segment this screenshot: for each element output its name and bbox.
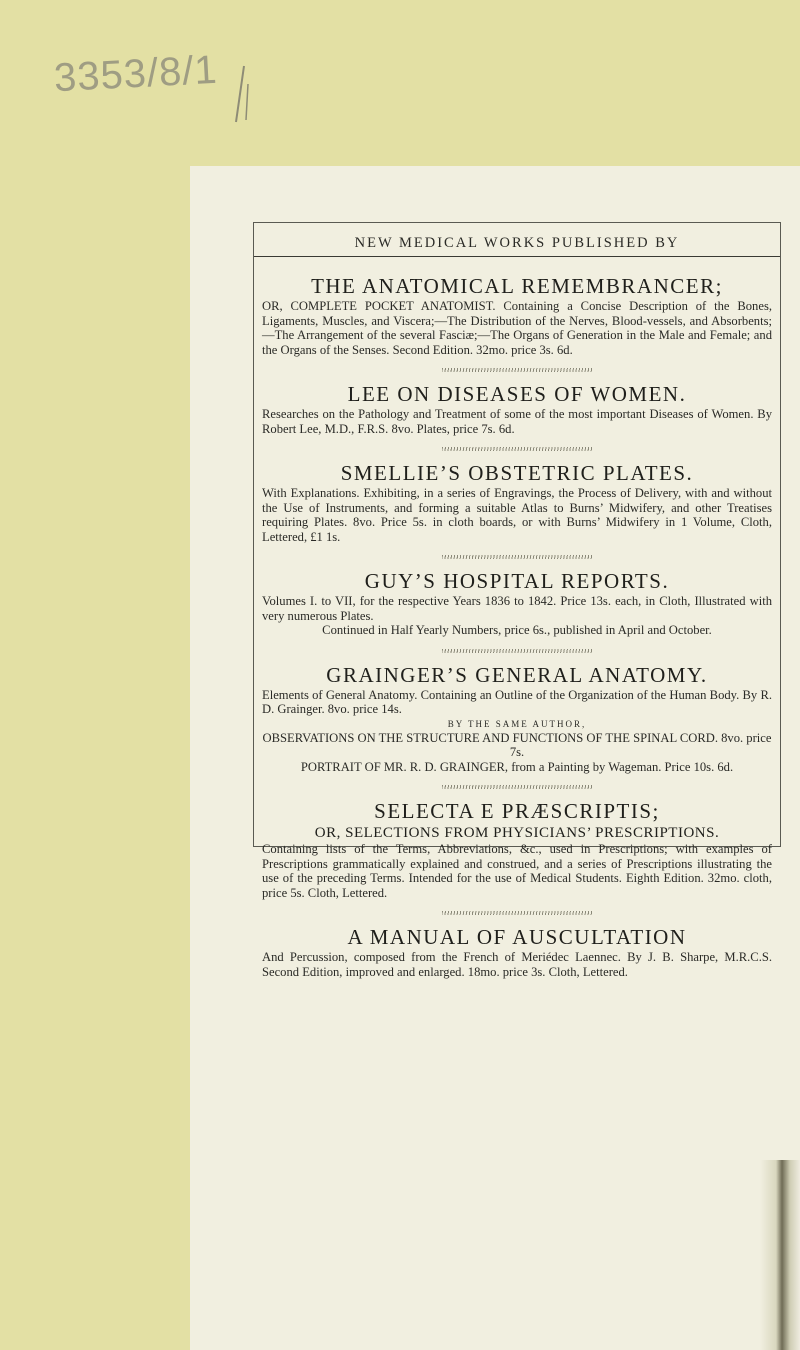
ornamental-divider [442, 911, 592, 915]
ornamental-divider [442, 555, 592, 559]
handwritten-catalog-number: 3353/8/1 [52, 47, 219, 101]
section-lee-diseases [262, 381, 772, 436]
section-body: Volumes I. to VII, for the respective Years 1836 to 1842. Price 13s. each, in Cloth, Illustrated with very numerous Plates. [262, 594, 772, 623]
section-smellie-plates [262, 460, 772, 544]
section-body: OR, COMPLETE POCKET ANATOMIST. Containing a Concise Description of the Bones, Ligaments, Muscles, and Viscera;—The Distribution of the Nerves, Blood-vessels, and Absorbents;—The Arrangement of the several Fasciæ;—The Organs of Generation in the Male and Female; and the Organs of the Senses. Second Edition. 32mo. price 3s. 6d. [262, 299, 772, 357]
section-body: Researches on the Pathology and Treatment of some of the most important Diseases of Women. By Robert Lee, M.D., F.R.S. 8vo. Plates, price 7s. 6d. [262, 407, 772, 436]
ornamental-divider [442, 368, 592, 372]
section-subtitle: OR, SELECTIONS FROM PHYSICIANS’ PRESCRIPTIONS. [314, 825, 720, 841]
page-content [254, 273, 780, 979]
section-body: Elements of General Anatomy. Containing an Outline of the Organization of the Human Body. By R. D. Grainger. 8vo. price 14s. [262, 687, 772, 716]
section-title: SMELLIE’S OBSTETRIC PLATES. [340, 461, 694, 485]
same-author-line: BY THE SAME AUTHOR, [447, 718, 587, 729]
advertisement-page [253, 222, 781, 979]
section-title: SELECTA E PRÆSCRIPTIS; [374, 799, 660, 823]
section-title: LEE ON DISEASES OF WOMEN. [347, 382, 687, 406]
ornamental-divider [442, 447, 592, 451]
section-body: With Explanations. Exhibiting, in a series of Engravings, the Process of Delivery, with and without the Use of Instruments, and forming a suitable Atlas to Burns’ Midwifery, and other Treatises requiring Plates. 8vo. Price 5s. in cloth boards, or with Burns’ Midwifery in 1 Volume, Cloth, Lettered, £1 1s. [262, 486, 772, 544]
section-anatomical-remembrancer [262, 273, 772, 357]
section-grainger-anatomy [262, 662, 772, 775]
portrait-entry: PORTRAIT OF MR. R. D. GRAINGER, from a Painting by Wageman. Price 10s. 6d. [300, 759, 734, 774]
section-body-continued: Continued in Half Yearly Numbers, price 6s., published in April and October. [322, 623, 712, 637]
section-title: A MANUAL OF AUSCULTATION [347, 925, 687, 949]
page-edge [760, 1160, 800, 1350]
section-title: GUY’S HOSPITAL REPORTS. [364, 569, 670, 593]
section-auscultation [262, 924, 772, 979]
ornamental-divider [442, 785, 592, 789]
section-guys-reports [262, 568, 772, 638]
section-body: And Percussion, composed from the French of Meriédec Laennec. By J. B. Sharpe, M.R.C.S. Second Edition, improved and enlarged. 18mo. price 3s. Cloth, Lettered. [262, 950, 772, 979]
section-title: THE ANATOMICAL REMEMBRANCER; [311, 274, 723, 298]
spinal-cord-entry: OBSERVATIONS ON THE STRUCTURE AND FUNCTIONS OF THE SPINAL CORD. 8vo. price 7s. [262, 730, 772, 759]
ornamental-divider [442, 649, 592, 653]
page-header: NEW MEDICAL WORKS PUBLISHED BY [254, 223, 780, 257]
section-body: Containing lists of the Terms, Abbreviations, &c., used in Prescriptions; with examples of Prescriptions grammatically explained and construed, and a series of Prescriptions illustrating the use of the preceding Terms. Intended for the use of Medical Students. Eighth Edition. 32mo. cloth, price 5s. Cloth, Lettered. [262, 842, 772, 900]
section-selecta [262, 798, 772, 900]
section-title: GRAINGER’S GENERAL ANATOMY. [326, 662, 708, 687]
pencil-strokes [232, 64, 252, 124]
